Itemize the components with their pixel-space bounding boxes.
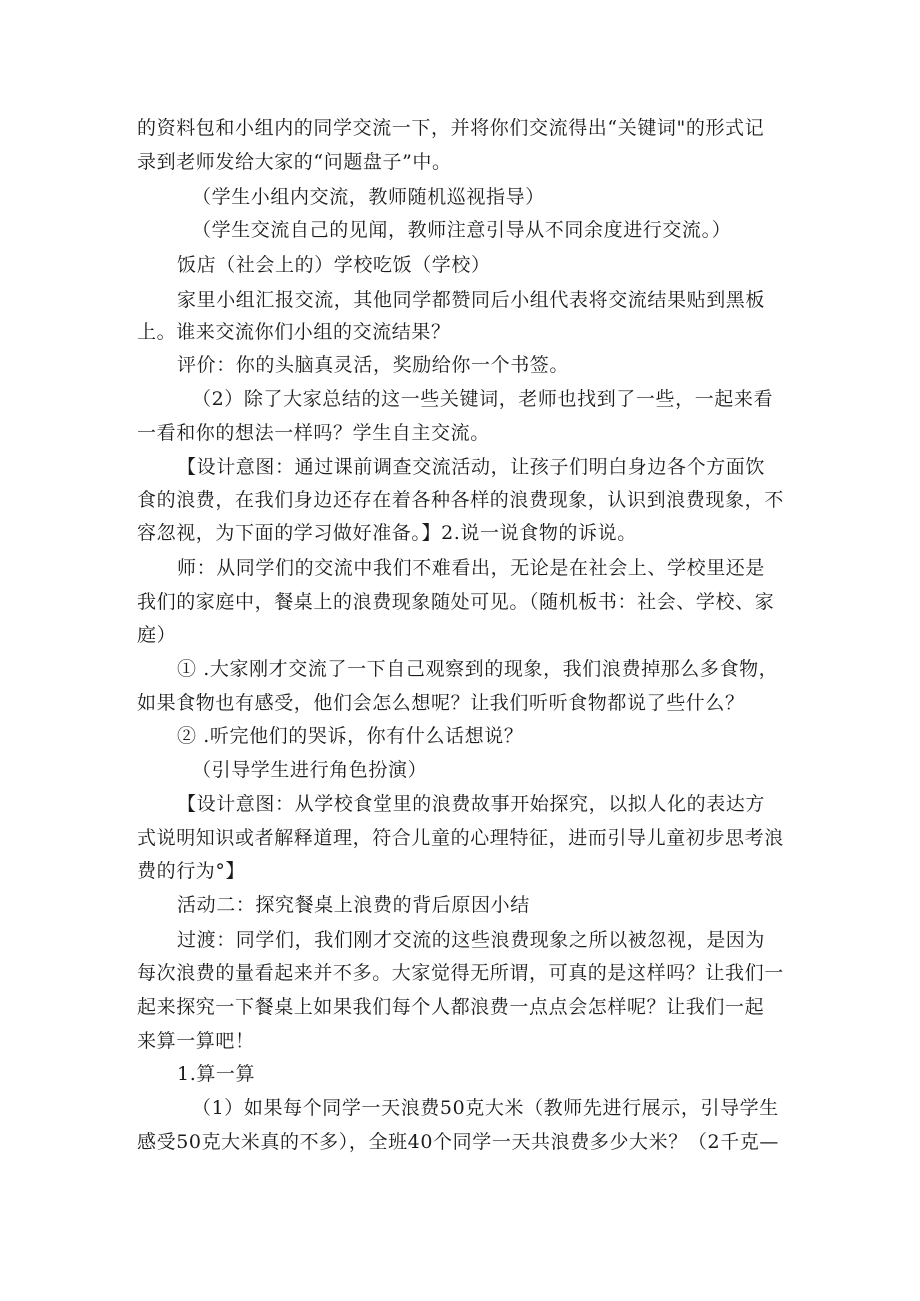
text-line: 感受50克大米真的不多），全班40个同学一天共浪费多少大米？（2千克— <box>137 1131 779 1153</box>
text-line: 师：从同学们的交流中我们不难看出，无论是在社会上、学校里还是 <box>177 557 766 579</box>
text-line: 式说明知识或者解释道理，符合儿童的心理特征，进而引导儿童初步思考浪 <box>137 827 784 849</box>
text-line: 【设计意图：通过课前调查交流活动，让孩子们明白身边各个方面饮 <box>177 456 766 478</box>
text-line: 起来探究一下餐桌上如果我们每个人都浪费一点点会怎样呢？让我们一起 <box>137 996 765 1018</box>
text-line: 上。谁来交流你们小组的交流结果？ <box>137 321 451 343</box>
text-line: 过渡：同学们，我们刚才交流的这些浪费现象之所以被忽视，是因为 <box>177 929 766 951</box>
text-line: （2）除了大家总结的这一些关键词，老师也找到了一些，一起来看 <box>192 388 774 410</box>
text-line: 录到老师发给大家的“问题盘子”中。 <box>137 151 452 173</box>
text-line: 1.算一算 <box>177 1063 256 1085</box>
text-line: 食的浪费，在我们身边还存在着各种各样的浪费现象，认识到浪费现象，不 <box>137 489 784 511</box>
text-line: 饭店（社会上的）学校吃饭（学校） <box>177 254 491 276</box>
text-line: （1）如果每个同学一天浪费50克大米（教师先进行展示，引导学生 <box>192 1097 779 1119</box>
text-line: 【设计意图：从学校食堂里的浪费故事开始探究，以拟人化的表达方 <box>177 793 766 815</box>
text-line: 容忽视，为下面的学习做好准备。】2.说一说食物的诉说。 <box>137 522 637 544</box>
text-line: 一看和你的想法一样吗？学生自主交流。 <box>137 422 490 444</box>
text-line: 庭） <box>137 624 177 646</box>
text-line: 来算一算吧！ <box>137 1030 255 1052</box>
text-line: （学生交流自己的见闻，教师注意引导从不同余度进行交流。） <box>192 219 732 241</box>
text-line: 家里小组汇报交流，其他同学都赞同后小组代表将交流结果贴到黑板 <box>177 289 766 311</box>
text-line: 活动二：探究餐桌上浪费的背后原因小结 <box>177 894 530 916</box>
text-line: 费的行为°】 <box>137 860 246 882</box>
text-line: 如果食物也有感受，他们会怎么想呢？让我们听听食物都说了些什么？ <box>137 692 745 714</box>
text-line: 评价：你的头脑真灵活，奖励给你一个书签。 <box>177 354 570 376</box>
text-line: 每次浪费的量看起来并不多。大家觉得无所谓，可真的是这样吗？让我们一 <box>137 962 784 984</box>
text-line: （学生小组内交流，教师随机巡视指导） <box>192 186 545 208</box>
text-line: （引导学生进行角色扮演） <box>192 759 428 781</box>
text-line: ① .大家刚才交流了一下自己观察到的现象，我们浪费掉那么多食物， <box>177 658 779 680</box>
text-line: ② .听完他们的哭诉，你有什么话想说？ <box>177 725 524 747</box>
text-line: 我们的家庭中，餐桌上的浪费现象随处可见。（随机板书：社会、学校、家 <box>137 591 775 613</box>
text-line: 的资料包和小组内的同学交流一下，并将你们交流得出“关键词"的形式记 <box>137 117 765 139</box>
